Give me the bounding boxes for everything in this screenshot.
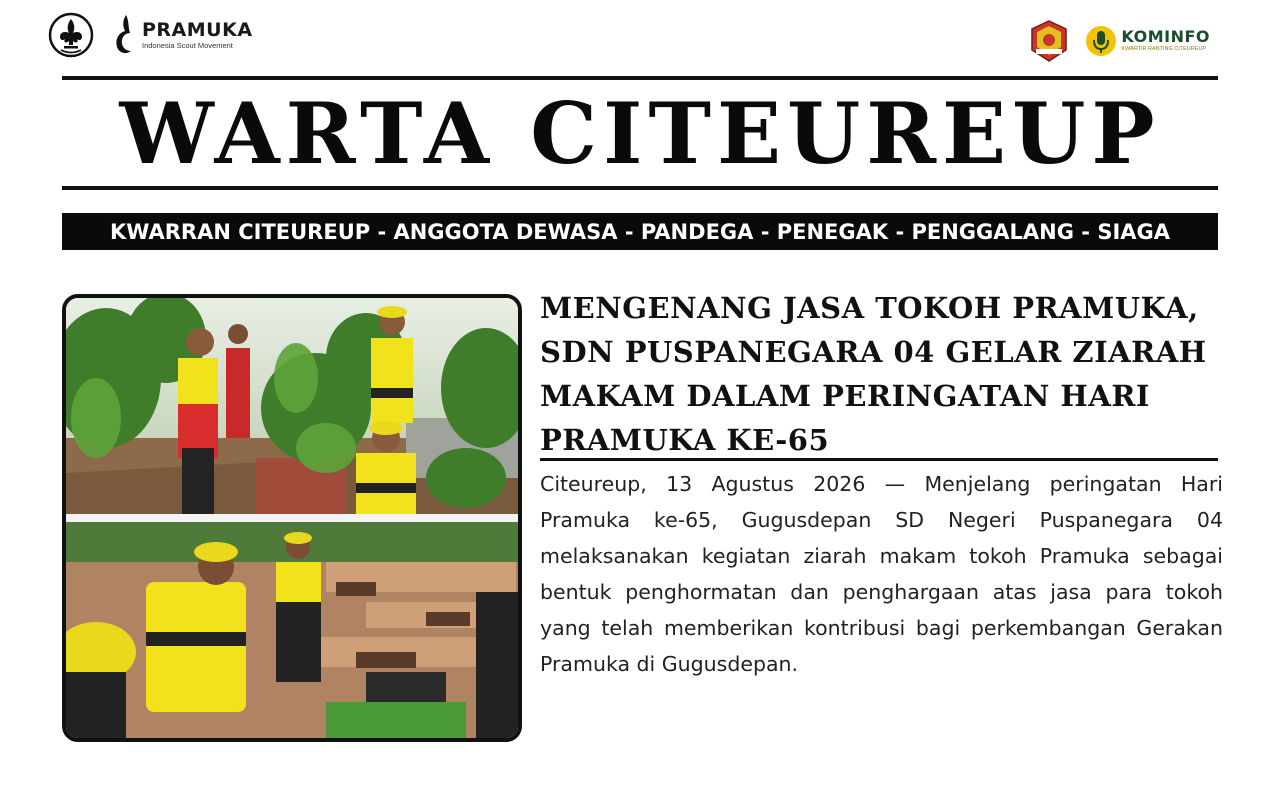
shield-badge-icon (1030, 20, 1068, 62)
masthead-bottom-rule (62, 186, 1218, 190)
kominfo-subtitle: KWARTIR RANTING CITEUREUP (1121, 46, 1207, 53)
article-headline: MENGENANG JASA TOKOH PRAMUKA, SDN PUSPANEGARA 04 GELAR ZIARAH MAKAM DALAM PERINGATAN HARI PRAMUKA KE-65 (540, 291, 1207, 457)
header-right-logos (1030, 20, 1210, 62)
photo-bottom-scouts-grave (66, 522, 518, 738)
masthead-title: WARTA CITEUREUP (119, 83, 1161, 183)
kominfo-logo (1084, 24, 1210, 58)
microphone-icon (1084, 24, 1118, 58)
pramuka-logo (112, 13, 253, 57)
article-body: Citeureup, 13 Agustus 2026 — Menjelang peringatan Hari Pramuka ke-65, Gugusdepan SD Negeri Puspanegara 04 melaksanakan kegiatan ziarah makam tokoh Pramuka sebagai bentuk penghormatan dan penghargaan atas jasa para tokoh yang telah memberikan kontribusi bagi perkembangan Gerakan Pramuka di Gugusdepan. (540, 472, 1223, 676)
photo-top-scouts-garden (66, 298, 518, 514)
pramuka-name: PRAMUKA (142, 18, 253, 41)
headline-rule (540, 458, 1218, 461)
tunas-kelapa-icon (112, 13, 138, 57)
pramuka-subtitle: Indonesia Scout Movement (142, 40, 233, 50)
kominfo-name: KOMINFO (1121, 27, 1210, 47)
photo-divider (66, 514, 518, 522)
article-photo (62, 294, 522, 742)
header-left-logos (48, 12, 253, 58)
masthead-top-rule (62, 76, 1218, 80)
tagline-bar: KWARRAN CITEUREUP - ANGGOTA DEWASA - PANDEGA - PENEGAK - PENGGALANG - SIAGA (62, 213, 1218, 250)
fleur-de-lis-icon (48, 12, 94, 58)
